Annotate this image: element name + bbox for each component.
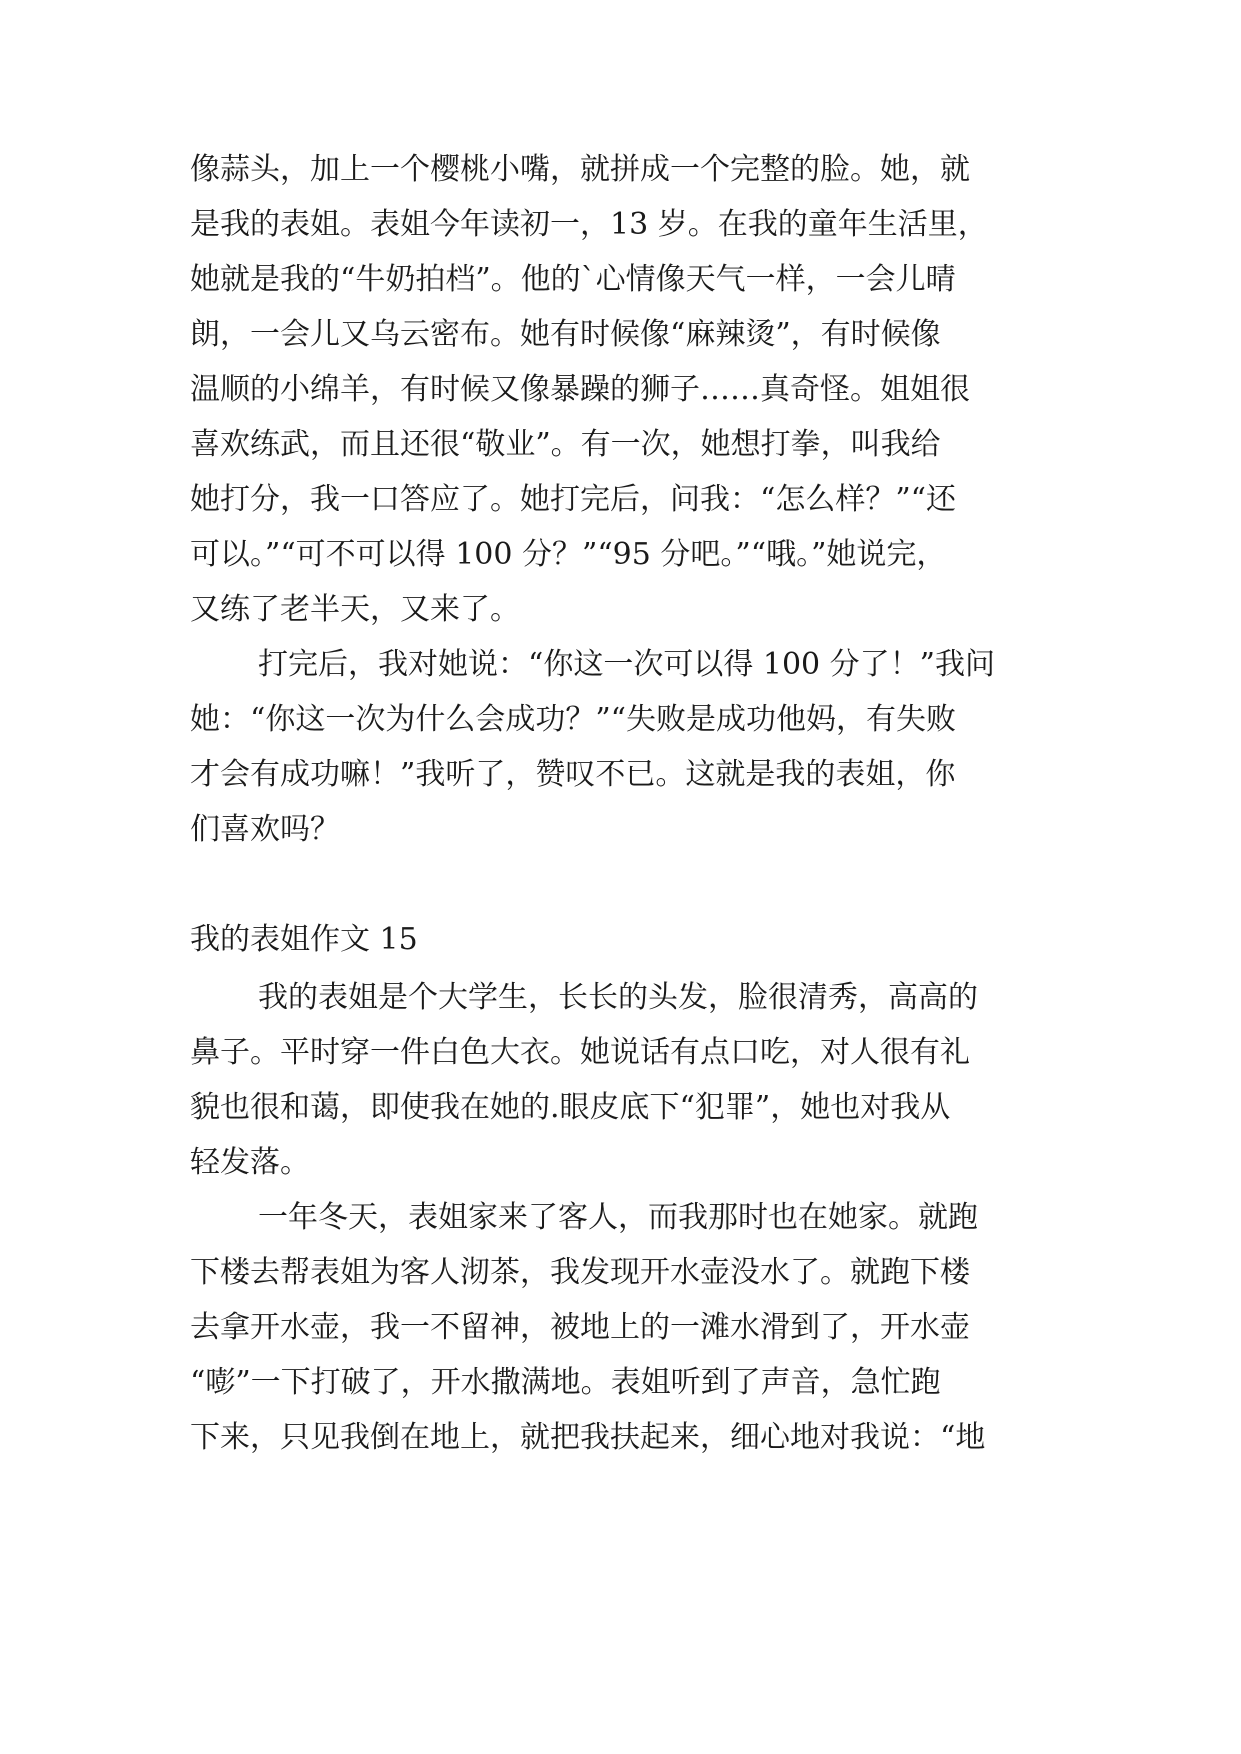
section-heading: 我的表姐作文 15 — [190, 922, 418, 957]
paragraph-line: “嘭”一下打破了，开水撒满地。表姐听到了声音，急忙跑 — [190, 1365, 941, 1400]
paragraph-line: 像蒜头，加上一个樱桃小嘴，就拼成一个完整的脸。她，就 — [190, 152, 970, 187]
paragraph-line: 她：“你这一次为什么会成功？”“失败是成功他妈，有失败 — [190, 702, 957, 737]
paragraph-line: 去拿开水壶，我一不留神，被地上的一滩水滑到了，开水壶 — [190, 1310, 970, 1345]
paragraph-line: 可以。”“可不可以得 100 分？”“95 分吧。”“哦。”她说完， — [190, 537, 947, 572]
paragraph-line: 下楼去帮表姐为客人沏茶，我发现开水壶没水了。就跑下楼 — [190, 1255, 970, 1290]
paragraph-line: 朗，一会儿又乌云密布。她有时候像“麻辣烫”，有时候像 — [190, 317, 941, 352]
paragraph-line: 喜欢练武，而且还很“敬业”。有一次，她想打拳，叫我给 — [190, 427, 941, 462]
paragraph-line: 轻发落。 — [190, 1145, 310, 1180]
paragraph-line: 貌也很和蔼，即使我在她的.眼皮底下“犯罪”，她也对我从 — [190, 1090, 951, 1125]
paragraph-line: 是我的表姐。表姐今年读初一，13 岁。在我的童年生活里， — [190, 207, 988, 242]
paragraph-line: 们喜欢吗？ — [190, 812, 340, 847]
paragraph-line: 温顺的小绵羊，有时候又像暴躁的狮子……真奇怪。姐姐很 — [190, 372, 970, 407]
paragraph-line: 我的表姐是个大学生，长长的头发，脸很清秀，高高的 — [258, 980, 978, 1015]
paragraph-line: 又练了老半天，又来了。 — [190, 592, 520, 627]
paragraph-line: 打完后，我对她说：“你这一次可以得 100 分了！”我问 — [258, 647, 996, 682]
paragraph-line: 她打分，我一口答应了。她打完后，问我：“怎么样？”“还 — [190, 482, 957, 517]
paragraph-line: 一年冬天，表姐家来了客人，而我那时也在她家。就跑 — [258, 1200, 978, 1235]
paragraph-line: 下来，只见我倒在地上，就把我扶起来，细心地对我说：“地 — [190, 1420, 986, 1455]
paragraph-line: 鼻子。平时穿一件白色大衣。她说话有点口吃，对人很有礼 — [190, 1035, 970, 1070]
paragraph-line: 才会有成功嘛！”我听了，赞叹不已。这就是我的表姐，你 — [190, 757, 956, 792]
paragraph-line: 她就是我的“牛奶拍档”。他的`心情像天气一样，一会儿晴 — [190, 262, 956, 297]
